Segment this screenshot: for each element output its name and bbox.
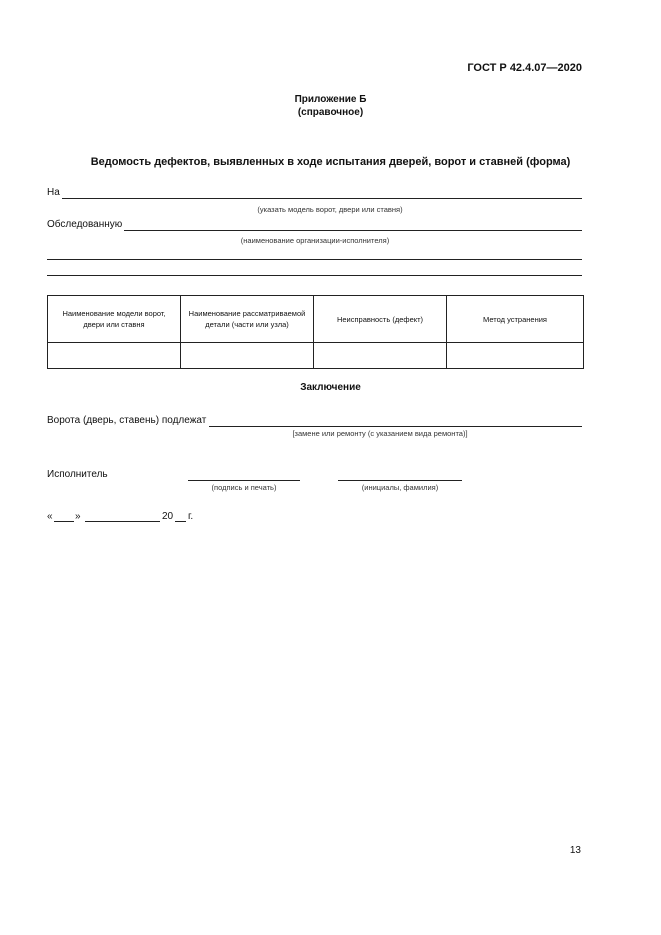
- column-header-part: Наименование рассматриваемой детали (части или узла): [181, 296, 314, 343]
- table-row: [48, 343, 584, 369]
- conclusion-hint: [замене или ремонту (с указанием вида ремонта)]: [292, 429, 468, 438]
- name-line[interactable]: [338, 480, 462, 481]
- conclusion-subject-label: Ворота (дверь, ставень) подлежат: [47, 415, 207, 426]
- date-day-line[interactable]: [54, 521, 74, 522]
- date-open-quote: «: [47, 511, 53, 522]
- to-line[interactable]: [62, 198, 582, 199]
- column-header-defect: Неисправность (дефект): [314, 296, 447, 343]
- column-header-model: Наименование модели ворот, двери или ставня: [48, 296, 181, 343]
- date-year-line[interactable]: [175, 521, 186, 522]
- standard-number: ГОСТ Р 42.4.07—2020: [467, 62, 582, 74]
- table-header-row: [48, 296, 584, 343]
- blank-line-1[interactable]: [47, 259, 582, 260]
- name-hint: (инициалы, фамилия): [361, 483, 439, 492]
- executor-label: Исполнитель: [47, 469, 108, 480]
- table-cell-part[interactable]: [181, 343, 314, 369]
- blank-line-2[interactable]: [47, 275, 582, 276]
- date-close-quote: »: [75, 511, 81, 522]
- page-number: 13: [569, 845, 581, 856]
- column-header-method: Метод устранения: [447, 296, 584, 343]
- date-year-prefix: 20: [162, 511, 174, 522]
- table-cell-method[interactable]: [447, 343, 584, 369]
- table-cell-defect[interactable]: [314, 343, 447, 369]
- conclusion-title: Заключение: [300, 382, 361, 393]
- appendix-note: (справочное): [297, 107, 364, 118]
- to-label: На: [47, 187, 60, 198]
- document-title: Ведомость дефектов, выявленных в ходе испытания дверей, ворот и ставней (форма): [90, 156, 571, 168]
- signature-line[interactable]: [188, 480, 300, 481]
- date-year-suffix: г.: [188, 511, 194, 522]
- appendix-title: Приложение Б: [294, 94, 367, 105]
- inspected-hint: (наименование организации-исполнителя): [240, 236, 390, 245]
- conclusion-line[interactable]: [209, 426, 582, 427]
- inspected-label: Обследованную: [47, 219, 123, 230]
- date-month-line[interactable]: [85, 521, 160, 522]
- inspected-line[interactable]: [124, 230, 582, 231]
- signature-hint: (подпись и печать): [211, 483, 277, 492]
- defects-table: [47, 295, 584, 369]
- to-hint: (указать модель ворот, двери или ставня): [257, 205, 403, 214]
- table-cell-model[interactable]: [48, 343, 181, 369]
